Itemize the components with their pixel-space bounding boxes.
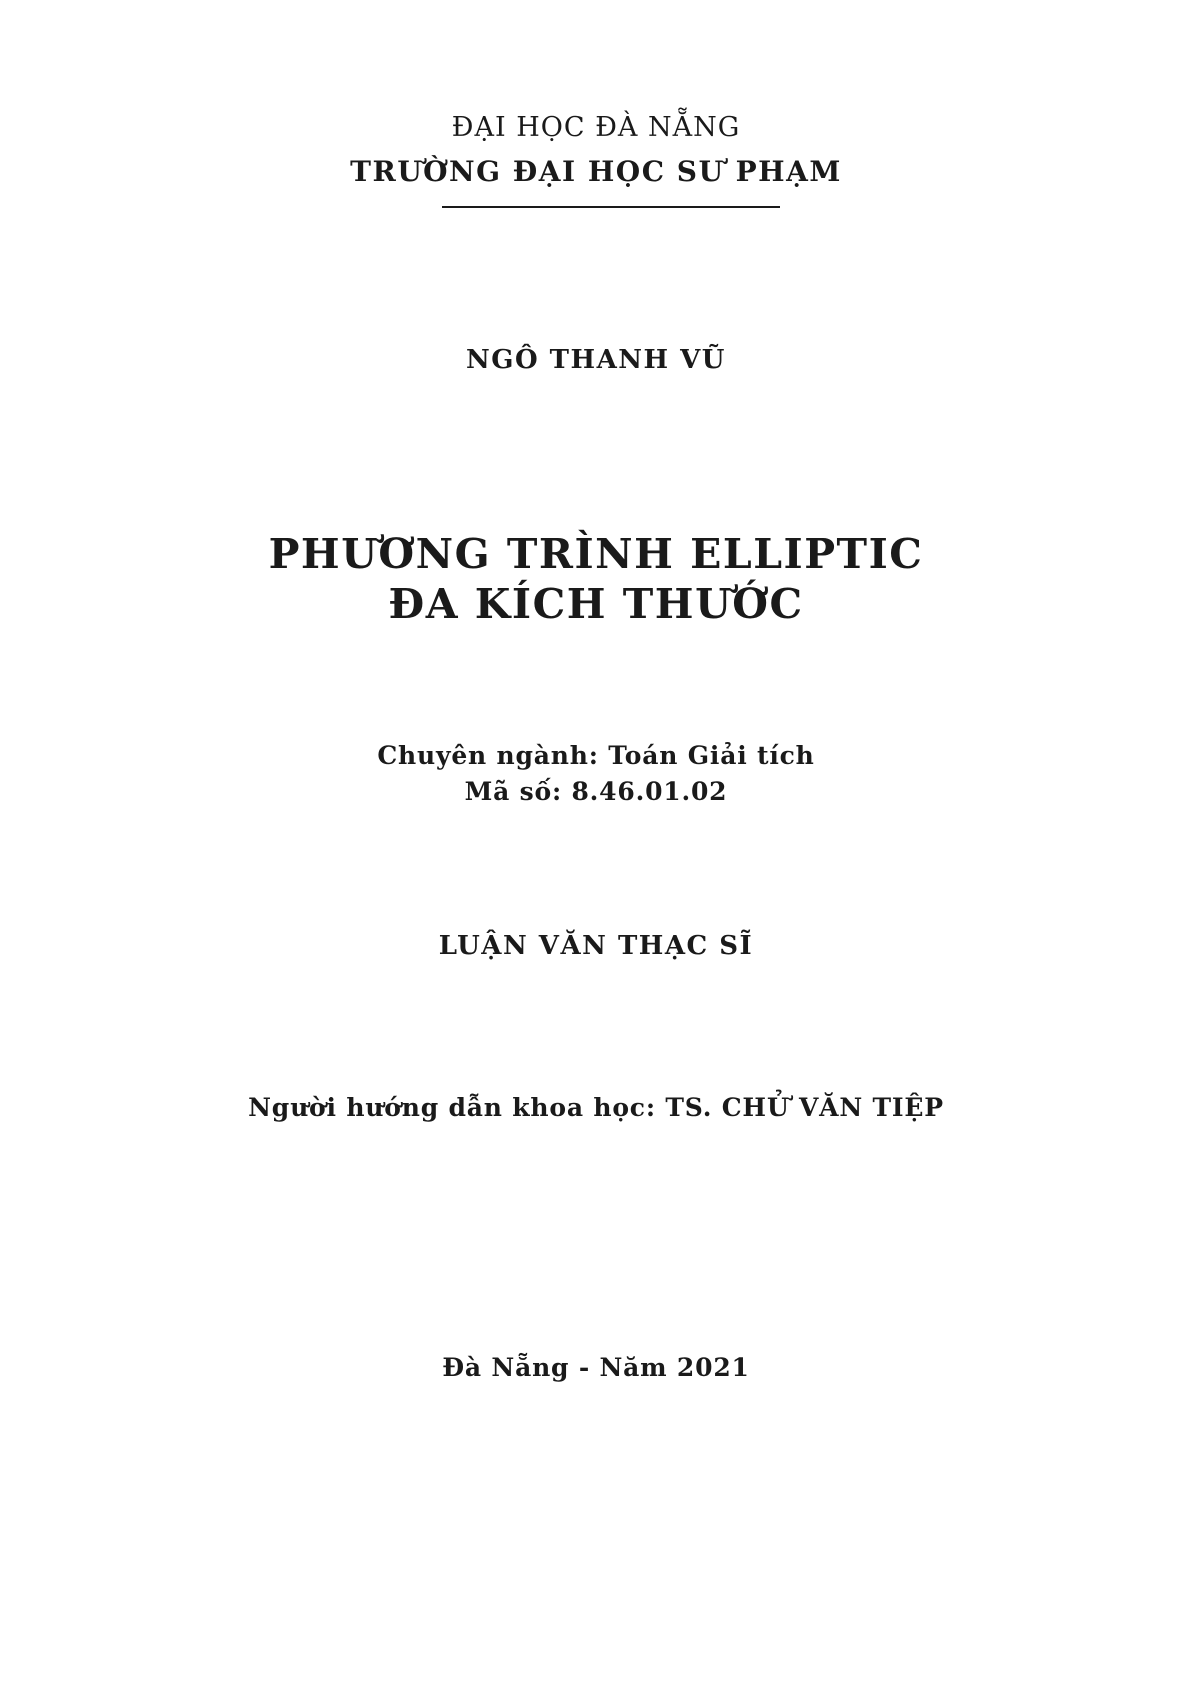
specialization-major: Chuyên ngành: Toán Giải tích bbox=[377, 741, 815, 770]
thesis-title-line-2: ĐA KÍCH THƯỚC bbox=[388, 580, 804, 628]
degree-type: LUẬN VĂN THẠC SĨ bbox=[438, 931, 754, 961]
place-and-year: Đà Nẵng - Năm 2021 bbox=[442, 1353, 750, 1382]
author-name: NGÔ THANH VŨ bbox=[466, 345, 726, 375]
school-name: TRƯỜNG ĐẠI HỌC SƯ PHẠM bbox=[350, 155, 842, 188]
thesis-title-line-1: PHƯƠNG TRÌNH ELLIPTIC bbox=[268, 530, 924, 578]
advisor-line: Người hướng dẫn khoa học: TS. CHỬ VĂN TIỆP bbox=[248, 1093, 944, 1122]
header-divider bbox=[442, 206, 780, 208]
university-name: ĐẠI HỌC ĐÀ NẴNG bbox=[451, 112, 741, 143]
specialization-code: Mã số: 8.46.01.02 bbox=[464, 777, 728, 806]
